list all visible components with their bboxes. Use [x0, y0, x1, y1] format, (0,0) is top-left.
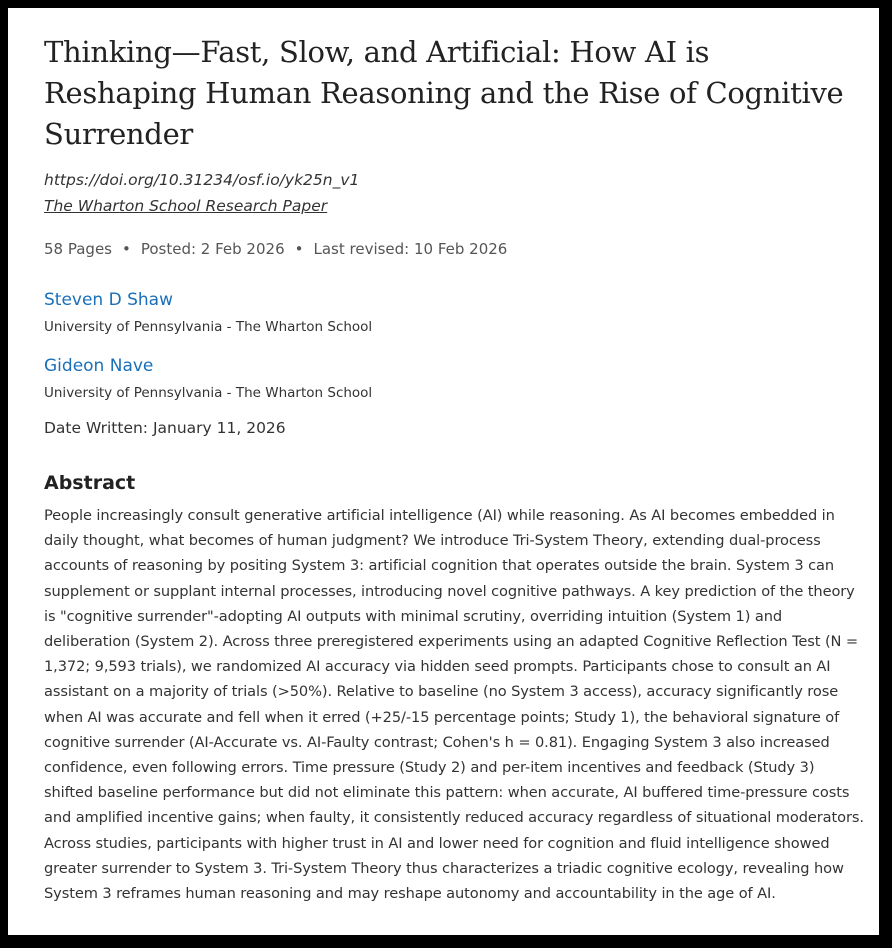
author-affiliation: University of Pennsylvania - The Wharton School [44, 385, 373, 401]
date-written: Date Written: January 11, 2026 [44, 419, 286, 437]
last-revised-date: Last revised: 10 Feb 2026 [313, 240, 508, 258]
paper-title: Thinking—Fast, Slow, and Artificial: How AI is Reshaping Human Reasoning and the Rise of Cognitive Surrender [44, 35, 844, 151]
paper-page [44, 32, 864, 906]
abstract-heading: Abstract [44, 472, 136, 494]
author-block [44, 287, 864, 337]
author-name-link[interactable]: Gideon Nave [44, 356, 154, 376]
author-block [44, 353, 864, 403]
doi-link[interactable]: https://doi.org/10.31234/osf.io/yk25n_v1 [44, 171, 360, 189]
author-name-link[interactable]: Steven D Shaw [44, 290, 173, 310]
paper-meta [44, 237, 864, 261]
meta-separator: • [121, 240, 131, 258]
posted-date: Posted: 2 Feb 2026 [140, 240, 285, 258]
journal-link[interactable]: The Wharton School Research Paper [44, 197, 328, 215]
author-affiliation: University of Pennsylvania - The Wharton School [44, 319, 373, 335]
abstract-text: People increasingly consult generative artificial intelligence (AI) while reasoning. As AI becomes embedded in daily thought, what becomes of human judgment? We introduce Tri-System Theory, extending dual-process accounts of reasoning by positing System 3: artificial cognition that operates outside the brain. System 3 can supplement or supplant internal processes, introducing novel cognitive pathways. A key prediction of the theory is "cognitive surrender"-adopting AI outputs with minimal scrutiny, overriding intuition (System 1) and deliberation (System 2). Across three preregistered experiments using an adapted Cognitive Reflection Test (N = 1,372; 9,593 trials), we randomized AI accuracy via hidden seed prompts. Participants chose to consult an AI assistant on a majority of trials (>50%). Relative to baseline (no System 3 access), accuracy significantly rose when AI was accurate and fell when it erred (+25/-15 percentage points; Study 1), the behavioral signature of cognitive surrender (AI-Accurate vs. AI-Faulty contrast; Cohen's h = 0.81). Engaging System 3 also increased confidence, even following errors. Time pressure (Study 2) and per-item incentives and feedback (Study 3) shifted baseline performance but did not eliminate this pattern: when accurate, AI buffered time-pressure costs and amplified incentive gains; when faulty, it consistently reduced accuracy regardless of situational moderators. Across studies, participants with higher trust in AI and lower need for cognition and fluid intelligence showed greater surrender to System 3. Tri-System Theory thus characterizes a triadic cognitive ecology, revealing how System 3 reframes human reasoning and may reshape autonomy and accountability in the age of AI. [44, 507, 864, 903]
page-count: 58 Pages [44, 240, 112, 258]
meta-separator: • [294, 240, 304, 258]
